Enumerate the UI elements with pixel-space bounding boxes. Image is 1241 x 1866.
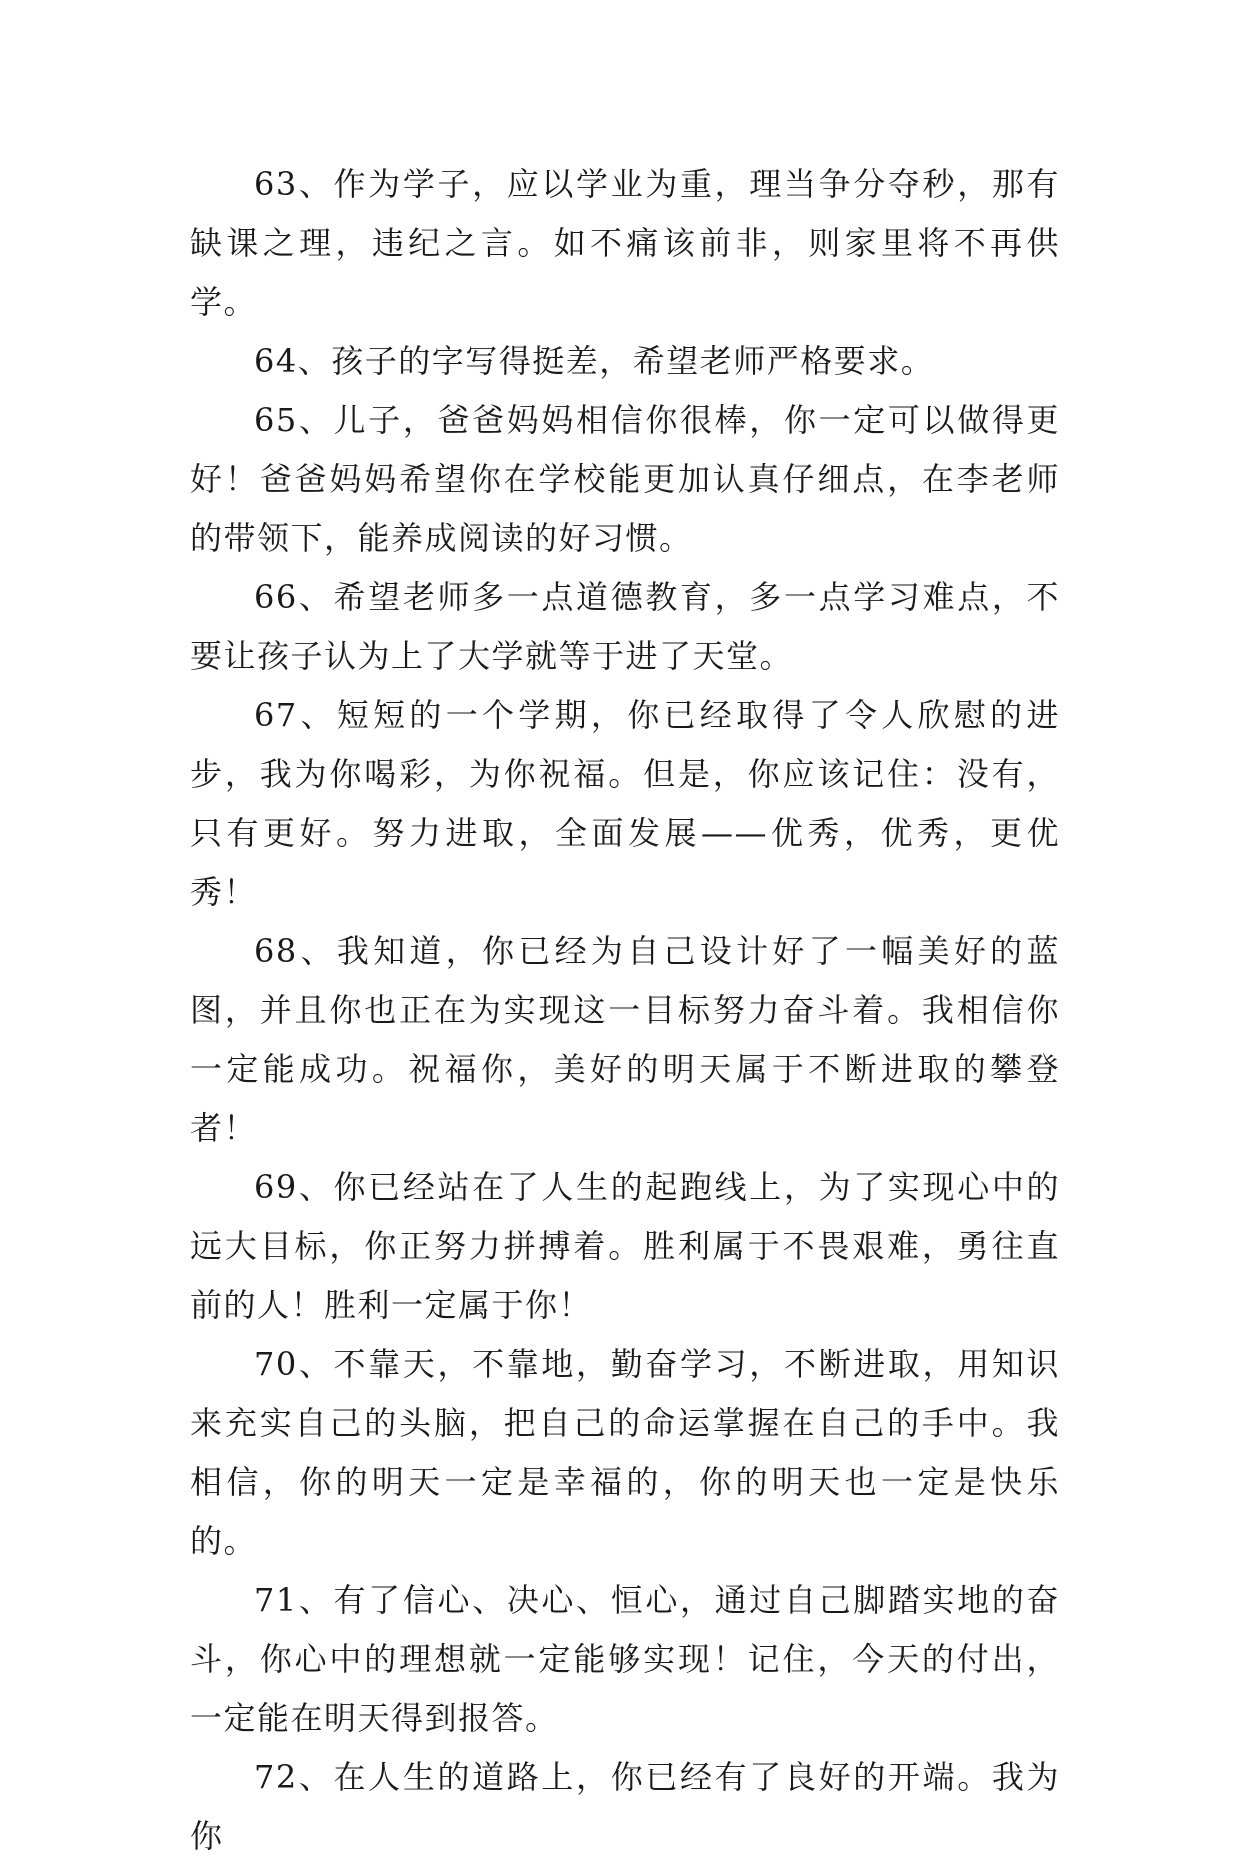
- paragraph-65: 65、儿子，爸爸妈妈相信你很棒，你一定可以做得更好！爸爸妈妈希望你在学校能更加认真仔细点，在李老师的带领下，能养成阅读的好习惯。: [190, 401, 1060, 557]
- paragraph-64: 64、孩子的字写得挺差，希望老师严格要求。: [254, 342, 935, 380]
- paragraph-67: 67、短短的一个学期，你已经取得了令人欣慰的进步，我为你喝彩，为你祝福。但是，你应该记住：没有，只有更好。努力进取，全面发展——优秀，优秀，更优秀！: [190, 696, 1060, 911]
- paragraph-66: 66、希望老师多一点道德教育，多一点学习难点，不要让孩子认为上了大学就等于进了天堂。: [190, 578, 1060, 675]
- paragraph-63: 63、作为学子，应以学业为重，理当争分夺秒，那有缺课之理，违纪之言。如不痛该前非，则家里将不再供学。: [190, 165, 1060, 321]
- paragraph-72: 72、在人生的道路上，你已经有了良好的开端。我为你: [190, 1758, 1060, 1855]
- document-body: [190, 155, 1060, 1866]
- paragraph-71: 71、有了信心、决心、恒心，通过自己脚踏实地的奋斗，你心中的理想就一定能够实现！记住，今天的付出，一定能在明天得到报答。: [190, 1581, 1060, 1737]
- paragraph-69: 69、你已经站在了人生的起跑线上，为了实现心中的远大目标，你正努力拼搏着。胜利属于不畏艰难，勇往直前的人！胜利一定属于你！: [190, 1168, 1060, 1324]
- paragraph-70: 70、不靠天，不靠地，勤奋学习，不断进取，用知识来充实自己的头脑，把自己的命运掌握在自己的手中。我相信，你的明天一定是幸福的，你的明天也一定是快乐的。: [190, 1345, 1060, 1560]
- paragraph-68: 68、我知道，你已经为自己设计好了一幅美好的蓝图，并且你也正在为实现这一目标努力奋斗着。我相信你一定能成功。祝福你，美好的明天属于不断进取的攀登者！: [190, 932, 1060, 1147]
